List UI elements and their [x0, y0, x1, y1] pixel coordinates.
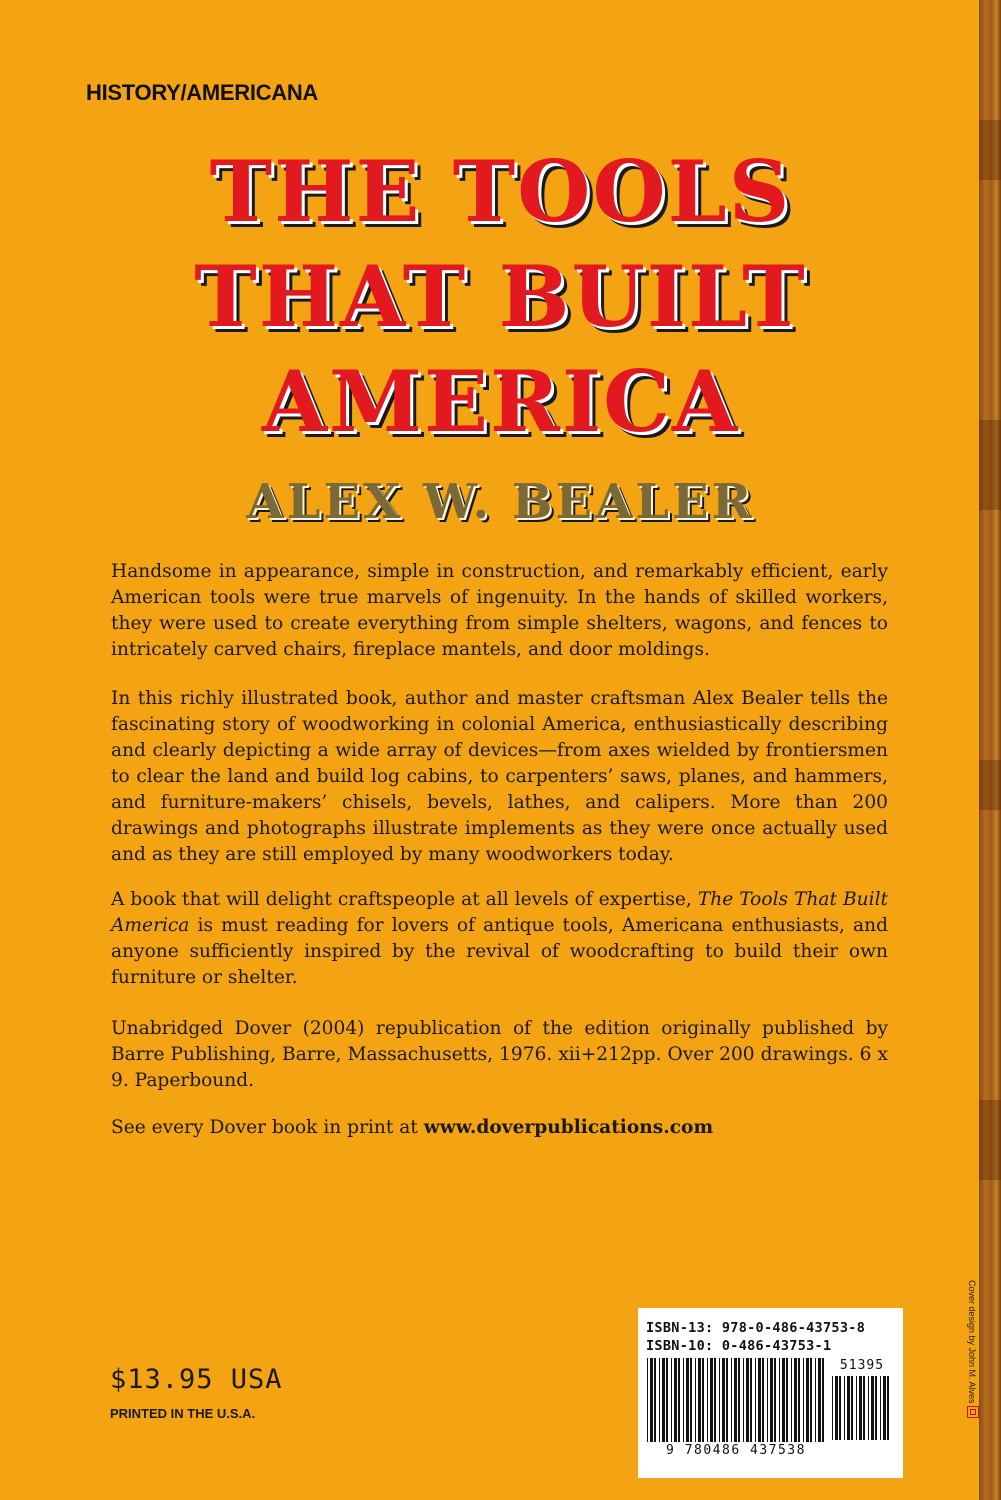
- barcode-bar: [839, 1376, 841, 1440]
- barcode-bar: [678, 1358, 680, 1442]
- barcode-bar: [666, 1358, 668, 1442]
- barcode-bar: [880, 1376, 881, 1440]
- barcode-bar: [714, 1358, 716, 1442]
- barcode-bar: [815, 1358, 816, 1442]
- barcode-bar: [662, 1358, 665, 1442]
- price: $13.95 USA: [110, 1364, 283, 1395]
- description-paragraph-3: [111, 887, 888, 991]
- barcode-bar: [818, 1358, 821, 1442]
- barcode-bar: [851, 1376, 853, 1440]
- isbn-10: ISBN-10: 0-486-43753-1: [646, 1338, 832, 1354]
- barcode-bar: [774, 1358, 776, 1442]
- barcode-bar: [659, 1358, 660, 1442]
- barcode-bar: [770, 1358, 773, 1442]
- isbn-13: ISBN-13: 978-0-486-43753-8: [646, 1320, 866, 1336]
- paragraph-3-text-end: is must reading for lovers of antique tools, Americana enthusiasts, and anyone sufficiently inspired by the revival of woodcrafting to build their own furniture or shelter.: [111, 915, 888, 988]
- barcode-bar: [654, 1358, 656, 1442]
- barcode-bar: [758, 1358, 761, 1442]
- barcode-addon-number: 51395: [839, 1358, 885, 1373]
- barcode-bar: [695, 1358, 696, 1442]
- barcode-bar: [786, 1358, 788, 1442]
- dover-logo-icon: [967, 1406, 979, 1418]
- barcode-bar: [835, 1376, 838, 1440]
- barcode-bar: [731, 1358, 732, 1442]
- barcode-bar: [868, 1376, 869, 1440]
- title-line-1: THE TOOLS: [209, 142, 792, 241]
- website-line-text: See every Dover book in print at: [111, 1117, 424, 1138]
- barcode-bar: [698, 1358, 701, 1442]
- barcode-bar: [722, 1358, 725, 1442]
- barcode-bar: [755, 1358, 756, 1442]
- printed-in-label: PRINTED IN THE U.S.A.: [110, 1406, 256, 1421]
- barcode-bar: [734, 1358, 737, 1442]
- barcode-bar: [844, 1376, 845, 1440]
- barcode-bar: [726, 1358, 728, 1442]
- barcode-bar: [883, 1376, 886, 1440]
- category-label: HISTORY/AMERICANA: [86, 80, 319, 105]
- barcode-bar: [779, 1358, 780, 1442]
- barcode-bar: [738, 1358, 740, 1442]
- barcode-bar: [710, 1358, 713, 1442]
- barcode-bar: [743, 1358, 744, 1442]
- cover-design-credit: [965, 1280, 979, 1404]
- barcode-bar: [832, 1376, 833, 1440]
- barcode-panel: [638, 1308, 903, 1478]
- barcode-bar: [863, 1376, 865, 1440]
- barcode-number: 9 780486 437538: [666, 1443, 806, 1458]
- book-title-italic: The Tools That Built America: [111, 889, 888, 936]
- barcode-bar: [875, 1376, 877, 1440]
- barcode-bar: [750, 1358, 752, 1442]
- barcode-bar: [806, 1358, 809, 1442]
- barcode-bar: [719, 1358, 720, 1442]
- publication-note: Unabridged Dover (2004) republication of the edition originally published by Barre Publishing, Barre, Massachusetts, 1976. xii+212pp. Over 200 drawings. 6 x 9. Paperbound.: [111, 1018, 888, 1091]
- barcode-bar: [871, 1376, 874, 1440]
- barcode-bar: [822, 1358, 824, 1442]
- barcode-bar: [647, 1358, 648, 1442]
- paragraph-3-text-start: A book that will delight craftspeople at all levels of expertise,: [111, 889, 698, 910]
- barcode-bar: [707, 1358, 708, 1442]
- website-line: [111, 1115, 888, 1141]
- title-line-2: THAT BUILT: [194, 247, 807, 346]
- description-paragraph-1: Handsome in appearance, simple in construction, and remarkably efficient, early American tools were true marvels of ingenuity. In the hands of skilled workers, they were used to create everything from simple shelters, wagons, and fences to intricately carved chairs, fireplace mantels, and door moldings.: [111, 561, 888, 660]
- barcode-bar: [887, 1376, 889, 1440]
- cover-design-credit-text: Cover design by John M. Alves: [967, 1280, 977, 1404]
- barcode-bar: [671, 1358, 672, 1442]
- barcode-bar: [702, 1358, 704, 1442]
- author-name: ALEX W. BEALER: [246, 474, 755, 530]
- barcode-bar: [690, 1358, 692, 1442]
- barcode-bar: [791, 1358, 792, 1442]
- barcode-bar: [683, 1358, 684, 1442]
- addon-barcode: [831, 1376, 891, 1440]
- title-line-3: AMERICA: [261, 352, 740, 451]
- barcode-bar: [686, 1358, 689, 1442]
- ean-barcode: [646, 1358, 826, 1442]
- barcode-bar: [782, 1358, 785, 1442]
- barcode-bar: [798, 1358, 800, 1442]
- description-paragraph-2: In this richly illustrated book, author and master craftsman Alex Bealer tells the fascinating story of woodworking in colonial America, enthusiastically describing and clearly depicting a wide array of devices—from axes wielded by frontiersmen to clear the land and build log cabins, to carpenters’ saws, planes, and hammers, and furniture-makers’ chisels, bevels, lathes, and calipers. More than 200 drawings and photographs illustrate implements as they were once actually used and as they are still employed by many woodworkers today.: [111, 688, 888, 865]
- barcode-bar: [674, 1358, 677, 1442]
- barcode-bar: [794, 1358, 797, 1442]
- barcode-bar: [810, 1358, 812, 1442]
- barcode-bar: [762, 1358, 764, 1442]
- barcode-bar: [847, 1376, 850, 1440]
- barcode-bar: [650, 1358, 653, 1442]
- barcode-bar: [856, 1376, 857, 1440]
- barcode-bar: [746, 1358, 749, 1442]
- barcode-bar: [803, 1358, 804, 1442]
- barcode-bar: [859, 1376, 862, 1440]
- barcode-bar: [767, 1358, 768, 1442]
- website-url: www.doverpublications.com: [423, 1117, 714, 1138]
